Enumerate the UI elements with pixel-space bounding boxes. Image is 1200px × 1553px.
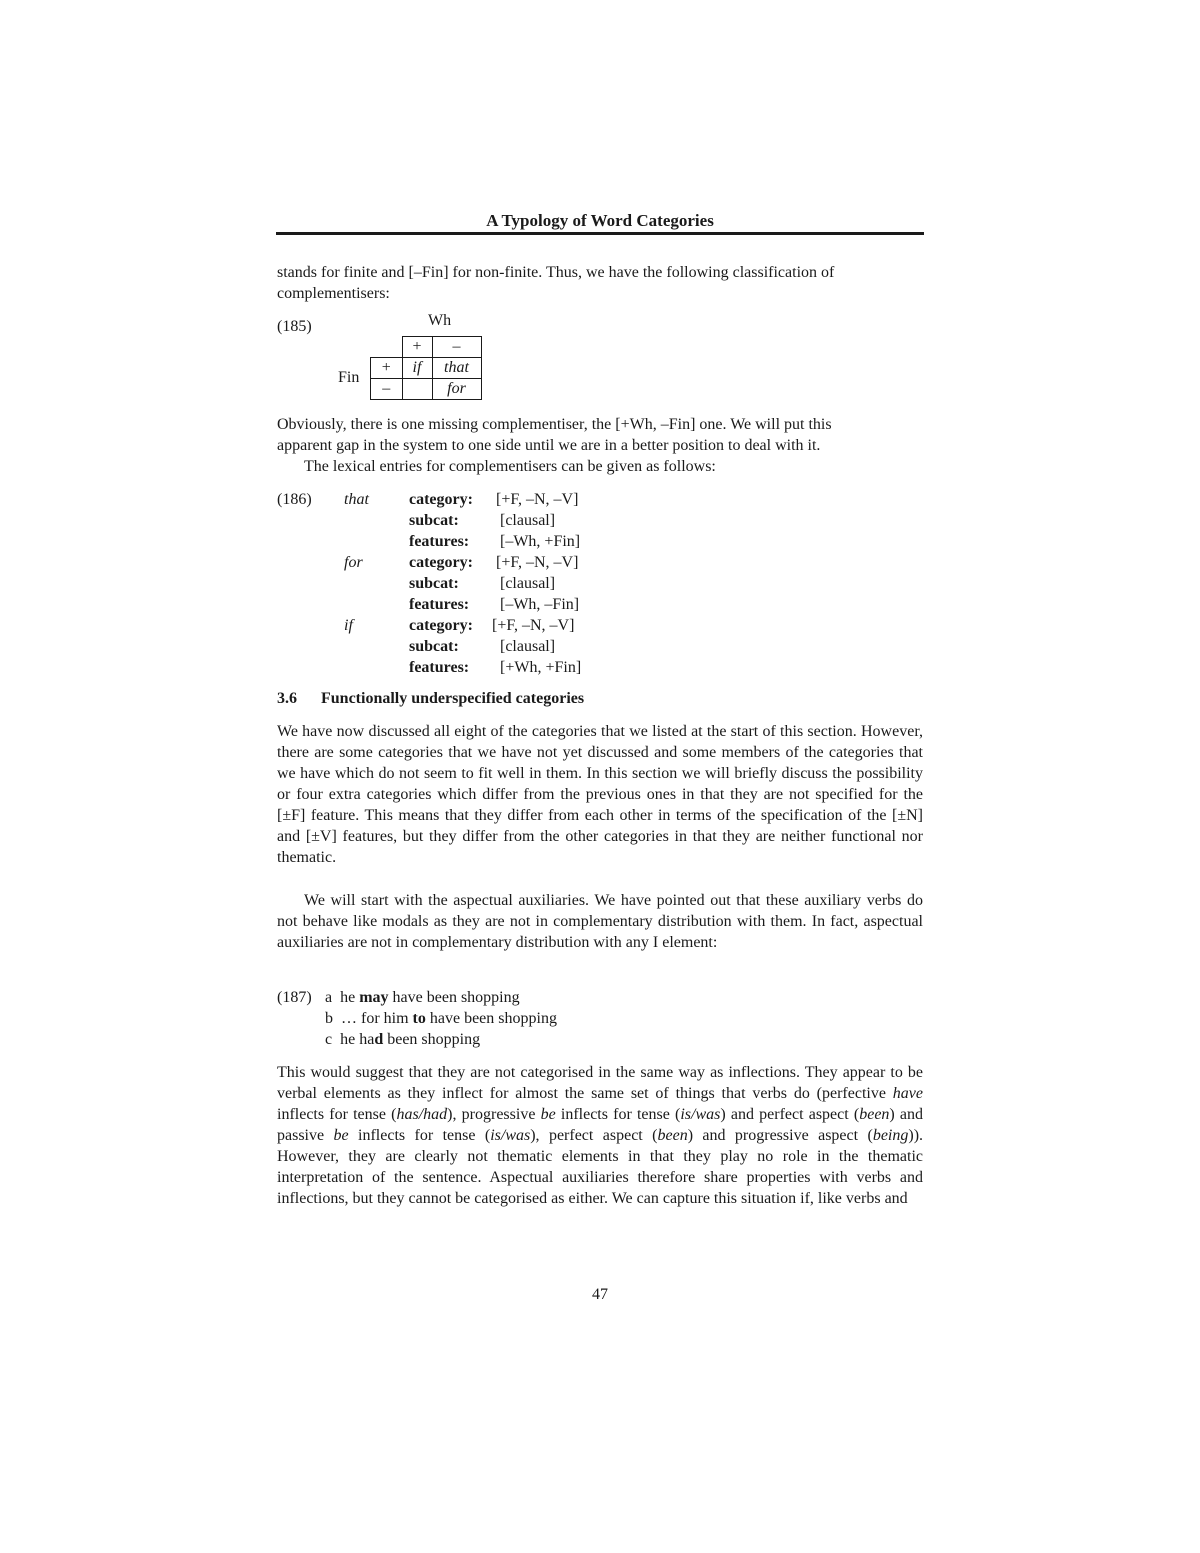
lex-value: [clausal] — [500, 638, 556, 655]
fin-plus-header: + — [371, 358, 403, 379]
lex-label: category: — [409, 491, 473, 508]
paragraph-3: This would suggest that they are not categorised in the same way as inflections. They appear to be verbal elements as they inflect for almost the same set of things that verbs do (perfective have inflects for tense (has/had), progressive be inflects for tense (is/was) and perfect aspect (been) and passive be inflects for tense (is/was), perfect aspect (been) and progressive aspect (being)). However, they are clearly not thematic elements in that they play no role in the thematic interpretation of the sentence. Aspectual auxiliaries therefore share properties with verbs and inflections, but they cannot be categorised as either. We can capture this situation if, like verbs and — [277, 1064, 924, 1207]
example-187-a: a he may have been shopping — [325, 989, 520, 1006]
lex-word-for: for — [344, 554, 363, 571]
lex-value: [+Wh, +Fin] — [500, 659, 582, 676]
lex-value: [+F, –N, –V] — [496, 491, 579, 508]
running-header: A Typology of Word Categories — [276, 210, 924, 235]
cell-that: that — [432, 358, 481, 379]
fin-minus-header: – — [371, 379, 403, 400]
complementiser-classification-table — [370, 336, 482, 400]
example-187-c: c he had been shopping — [325, 1031, 481, 1048]
cell-empty — [402, 379, 432, 400]
cell-for: for — [432, 379, 481, 400]
lex-value: [clausal] — [500, 575, 556, 592]
lex-value: [–Wh, +Fin] — [500, 533, 581, 550]
wh-axis-label: Wh — [428, 312, 452, 329]
after-185-line-3: The lexical entries for complementisers can be given as follows: — [304, 458, 716, 475]
lex-label: features: — [409, 596, 470, 613]
lex-label: category: — [409, 554, 473, 571]
page-number: 47 — [592, 1286, 608, 1303]
lex-label: subcat: — [409, 575, 459, 592]
section-heading — [277, 690, 584, 708]
lex-label: features: — [409, 659, 470, 676]
cell-if: if — [402, 358, 432, 379]
lex-label: subcat: — [409, 638, 459, 655]
example-187-b: b … for him to have been shopping — [325, 1010, 557, 1027]
lex-word-if: if — [344, 617, 353, 634]
lex-label: features: — [409, 533, 470, 550]
lex-value: [+F, –N, –V] — [492, 617, 575, 634]
intro-line-1: stands for finite and [–Fin] for non-finite. Thus, we have the following classification of — [277, 264, 835, 281]
wh-plus-header: + — [402, 337, 432, 358]
fin-axis-label: Fin — [338, 369, 360, 386]
example-187-number: (187) — [277, 989, 312, 1006]
section-title: Functionally underspecified categories — [321, 690, 585, 707]
example-185-number: (185) — [277, 318, 312, 335]
lex-value: [+F, –N, –V] — [496, 554, 579, 571]
lex-value: [clausal] — [500, 512, 556, 529]
example-186-number: (186) — [277, 491, 312, 508]
section-number: 3.6 — [277, 690, 297, 707]
wh-minus-header: – — [432, 337, 481, 358]
after-185-line-1: Obviously, there is one missing complementiser, the [+Wh, –Fin] one. We will put this — [277, 416, 832, 433]
after-185-line-2: apparent gap in the system to one side until we are in a better position to deal with it. — [277, 437, 821, 454]
lex-value: [–Wh, –Fin] — [500, 596, 580, 613]
paragraph-1: We have now discussed all eight of the categories that we listed at the start of this section. However, there are some categories that we have not yet discussed and some members of the categories that we have which do not seem to fit well in them. In this section we will briefly discuss the possibility or four extra categories which differ from the previous ones in that they are not specified for the [±F] feature. This means that they differ from each other in terms of the specification of the [±N] and [±V] features, but they differ from the other categories in that they are neither functional nor thematic. — [277, 723, 923, 866]
lex-label: category: — [409, 617, 473, 634]
lex-word-that: that — [344, 491, 369, 508]
paragraph-2: We will start with the aspectual auxiliaries. We have pointed out that these auxiliary verbs do not behave like modals as they are not in complementary distribution with them. In fact, aspectual auxiliaries are not in complementary distribution with any I element: — [277, 892, 923, 951]
lex-label: subcat: — [409, 512, 459, 529]
intro-line-2: complementisers: — [277, 285, 390, 302]
